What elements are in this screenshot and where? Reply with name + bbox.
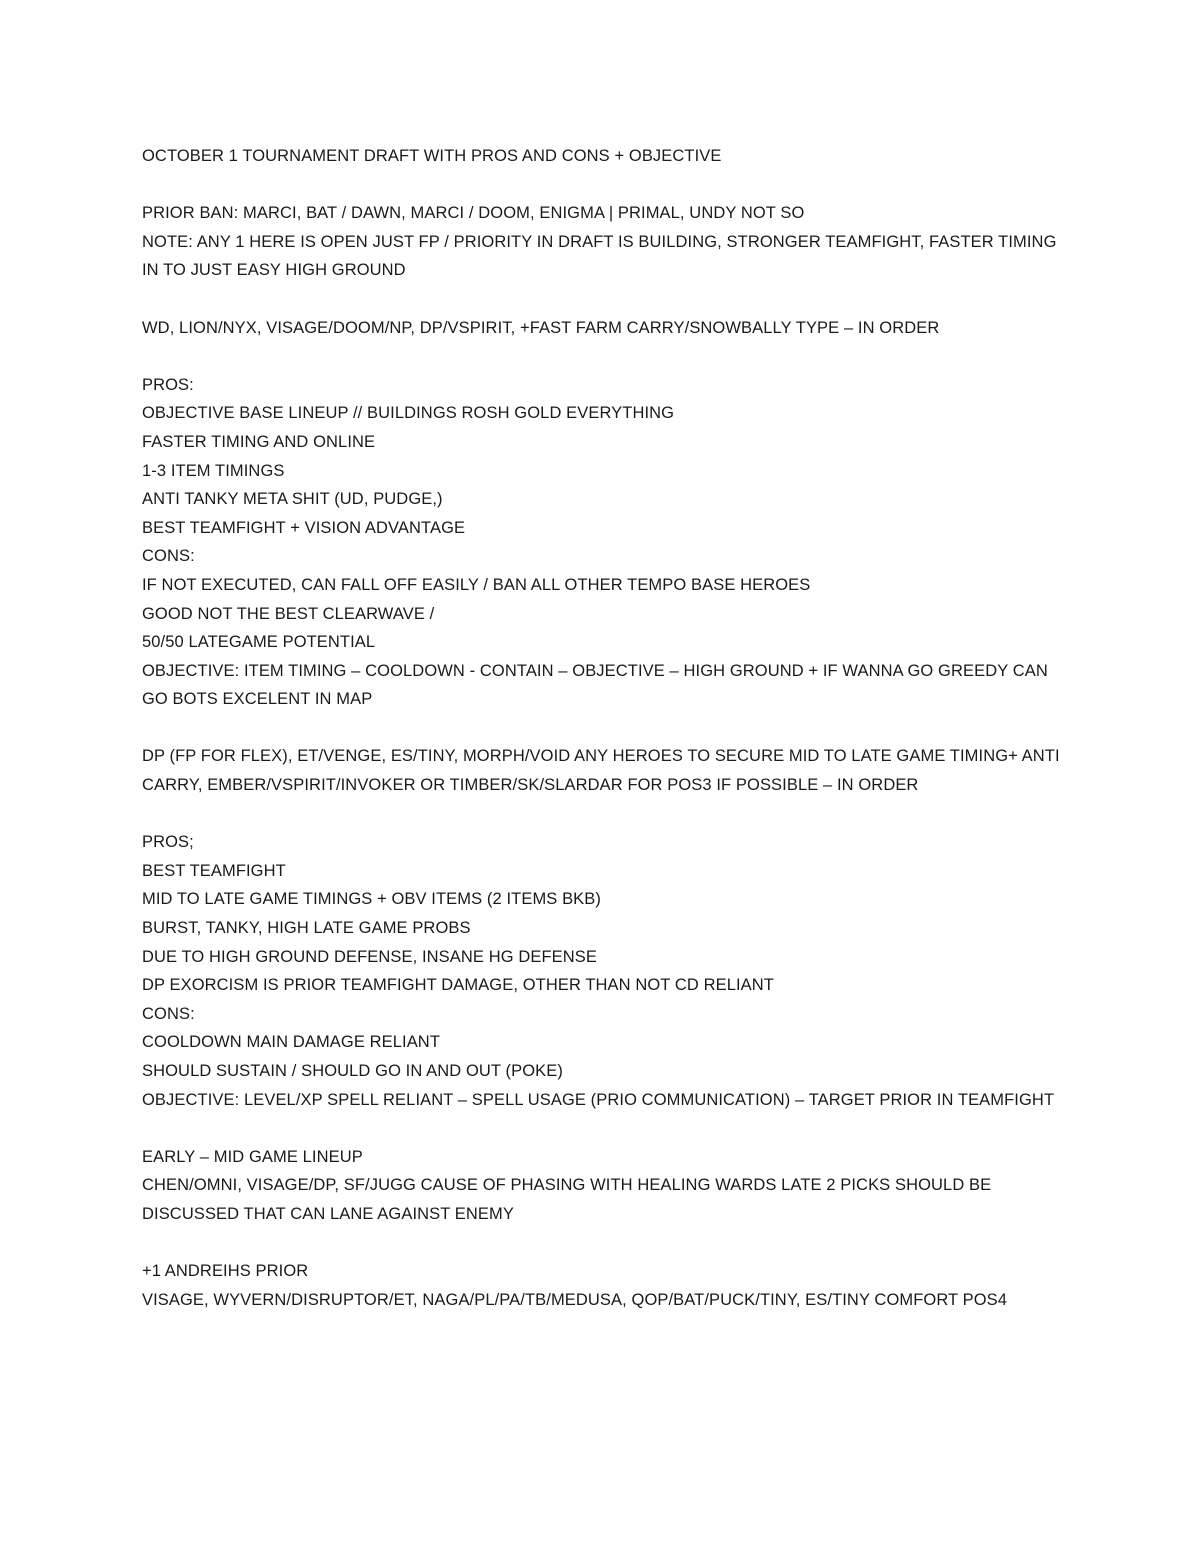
text-line: FASTER TIMING AND ONLINE — [142, 432, 376, 451]
text-line: COOLDOWN MAIN DAMAGE RELIANT — [142, 1033, 440, 1052]
blank-line — [142, 1229, 1062, 1258]
text-line: MID TO LATE GAME TIMINGS + OBV ITEMS (2 ITEMS BKB) — [142, 890, 601, 909]
text-line: OBJECTIVE BASE LINEUP // BUILDINGS ROSH GOLD EVERYTHING — [142, 404, 675, 423]
text-line: PROS; — [142, 833, 194, 852]
blank-line — [142, 800, 1062, 829]
text-line: BURST, TANKY, HIGH LATE GAME PROBS — [142, 919, 471, 938]
text-line: +1 ANDREIHS PRIOR — [142, 1262, 309, 1281]
text-line: PRIOR BAN: MARCI, BAT / DAWN, MARCI / DOOM, ENIGMA | PRIMAL, UNDY NOT SO — [142, 204, 805, 223]
text-line: CHEN/OMNI, VISAGE/DP, SF/JUGG CAUSE OF PHASING WITH HEALING WARDS LATE 2 PICKS SHOULD BE DISCUSSED THAT CAN LANE AGAINST ENEMY — [142, 1176, 996, 1223]
blank-line — [142, 171, 1062, 200]
document-title: OCTOBER 1 TOURNAMENT DRAFT WITH PROS AND CONS + OBJECTIVE — [142, 147, 722, 165]
text-line: VISAGE, WYVERN/DISRUPTOR/ET, NAGA/PL/PA/TB/MEDUSA, QOP/BAT/PUCK/TINY, ES/TINY COMFORT POS4 — [142, 1290, 1008, 1309]
text-line: ANTI TANKY META SHIT (UD, PUDGE,) — [142, 490, 443, 509]
text-line: 1-3 ITEM TIMINGS — [142, 461, 285, 480]
text-line: GOOD NOT THE BEST CLEARWAVE / — [142, 604, 435, 623]
blank-line — [142, 285, 1062, 314]
text-line: EARLY – MID GAME LINEUP — [142, 1147, 363, 1166]
text-line: NOTE: ANY 1 HERE IS OPEN JUST FP / PRIORITY IN DRAFT IS BUILDING, STRONGER TEAMFIGHT, FASTER TIMING IN TO JUST EASY HIGH GROUND — [142, 232, 1062, 280]
text-line: IF NOT EXECUTED, CAN FALL OFF EASILY / BAN ALL OTHER TEMPO BASE HEROES — [142, 575, 811, 594]
text-line: PROS: — [142, 375, 194, 394]
text-line: CONS: — [142, 547, 195, 566]
blank-line — [142, 1114, 1062, 1143]
text-line: OBJECTIVE: ITEM TIMING – COOLDOWN - CONTAIN – OBJECTIVE – HIGH GROUND + IF WANNA GO GREEDY CAN GO BOTS EXCELENT IN MAP — [142, 661, 1053, 709]
text-line: WD, LION/NYX, VISAGE/DOOM/NP, DP/VSPIRIT, +FAST FARM CARRY/SNOWBALLY TYPE – IN ORDER — [142, 318, 940, 337]
text-line: CONS: — [142, 1004, 195, 1023]
document-body — [142, 142, 1065, 1314]
text-line: DP (FP FOR FLEX), ET/VENGE, ES/TINY, MORPH/VOID ANY HEROES TO SECURE MID TO LATE GAME TIMING+ ANTI CARRY, EMBER/VSPIRIT/INVOKER OR TIMBER/SK/SLARDAR FOR POS3 IF POSSIBLE – IN ORDER — [142, 747, 1065, 795]
text-line: DUE TO HIGH GROUND DEFENSE, INSANE HG DEFENSE — [142, 947, 597, 966]
text-line: DP EXORCISM IS PRIOR TEAMFIGHT DAMAGE, OTHER THAN NOT CD RELIANT — [142, 976, 774, 995]
text-line: BEST TEAMFIGHT + VISION ADVANTAGE — [142, 518, 466, 537]
text-line: 50/50 LATEGAME POTENTIAL — [142, 633, 376, 652]
text-line: OBJECTIVE: LEVEL/XP SPELL RELIANT – SPELL USAGE (PRIO COMMUNICATION) – TARGET PRIOR IN TEAMFIGHT — [142, 1090, 1055, 1109]
text-line: SHOULD SUSTAIN / SHOULD GO IN AND OUT (POKE) — [142, 1062, 563, 1080]
blank-line — [142, 342, 1062, 371]
text-line: BEST TEAMFIGHT — [142, 861, 286, 880]
blank-line — [142, 714, 1062, 743]
